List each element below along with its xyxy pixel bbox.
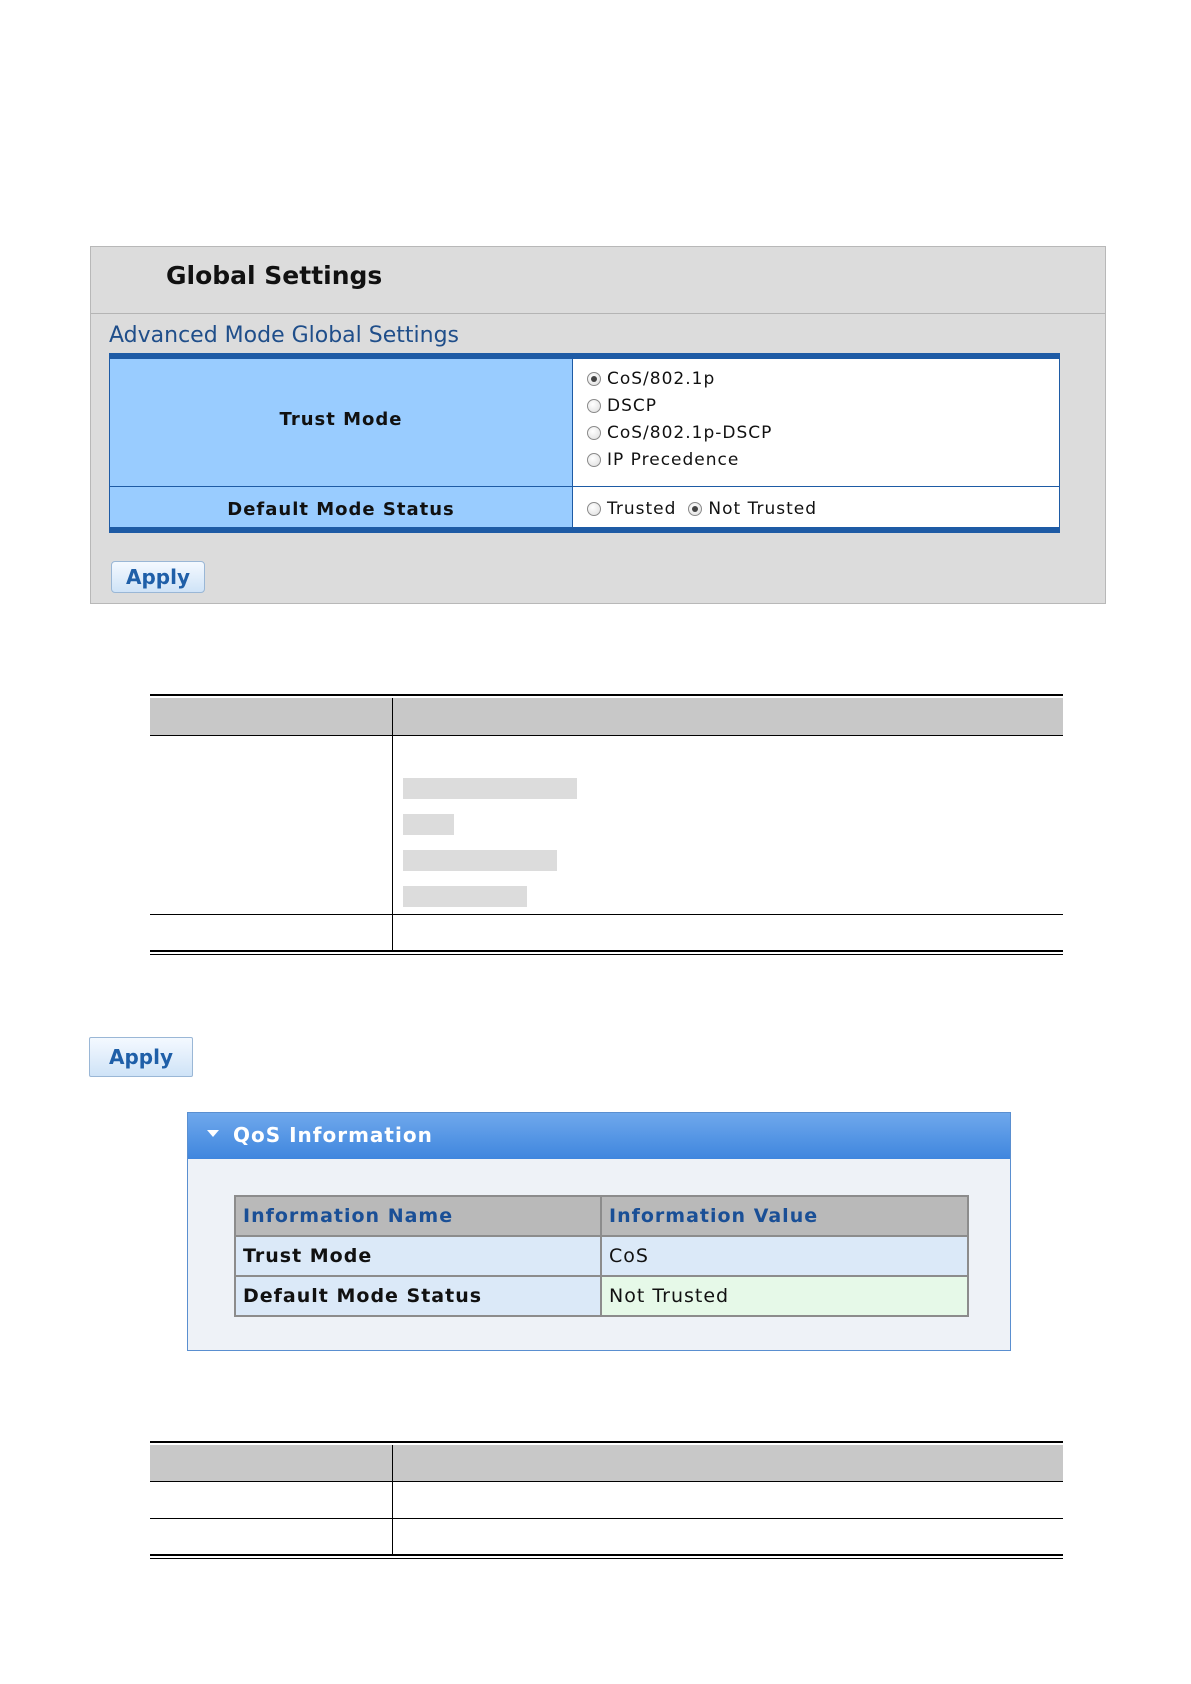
table-row [235,1236,968,1276]
qos-info-table [234,1195,969,1317]
table-header [150,1445,1063,1481]
radio-icon[interactable] [587,426,601,440]
divider [91,313,1105,314]
radio-icon[interactable] [587,453,601,467]
table-rule [150,1554,1063,1556]
panel-header[interactable] [188,1113,1010,1159]
panel-title: QoS Information [233,1123,433,1147]
option-label-not-trusted: Not Trusted [708,499,818,520]
table-row [235,1276,968,1316]
option-label: CoS/802.1p-DSCP [607,423,773,444]
placeholder-bar [403,850,557,871]
trust-mode-option-cos-dscp[interactable] [573,420,1059,447]
trust-mode-options [573,354,1060,487]
panel-title: Global Settings [166,261,383,290]
settings-table [109,353,1060,533]
column-divider [392,1445,393,1555]
column-divider [392,698,393,950]
info-name-cell: Trust Mode [235,1236,601,1276]
option-label: CoS/802.1p [607,369,716,390]
radio-trusted-icon[interactable] [587,502,601,516]
trust-mode-option-cos[interactable] [573,366,1059,393]
option-label: DSCP [607,396,658,417]
placeholder-bar [403,886,527,907]
table-rule [150,735,1063,736]
table-rule [150,1558,1063,1559]
radio-not-trusted-icon[interactable] [688,502,702,516]
table-rule [150,954,1063,955]
table-rule [150,694,1063,696]
table-rule [150,1441,1063,1443]
radio-icon[interactable] [587,399,601,413]
default-mode-status-label: Default Mode Status [110,486,573,532]
option-label-trusted: Trusted [607,499,677,520]
trust-mode-option-dscp[interactable] [573,393,1059,420]
trust-mode-option-ip-precedence[interactable] [573,447,1059,474]
table-rule [150,1481,1063,1482]
option-label: IP Precedence [607,450,740,471]
apply-button-2[interactable]: Apply [89,1037,193,1077]
table-rule [150,914,1063,915]
info-value-cell: CoS [601,1236,968,1276]
table-rule [150,1518,1063,1519]
placeholder-bar [403,814,454,835]
column-header: Information Value [601,1196,968,1236]
trust-mode-label: Trust Mode [110,354,573,487]
radio-selected-icon[interactable] [587,372,601,386]
table-top-bar [109,353,1060,359]
placeholder-bar [403,778,577,799]
description-table-2 [150,1441,1063,1561]
table-rule [150,950,1063,952]
section-subtitle: Advanced Mode Global Settings [109,323,460,348]
default-mode-status-options [573,486,1060,532]
column-header: Information Name [235,1196,601,1236]
caret-down-icon[interactable] [207,1130,219,1137]
table-header-row [235,1196,968,1236]
info-value-cell: Not Trusted [601,1276,968,1316]
table-bottom-bar [109,527,1060,533]
apply-button[interactable]: Apply [111,561,205,593]
table-header [150,698,1063,735]
description-table-1 [150,694,1063,956]
qos-information-panel [187,1112,1011,1351]
info-name-cell: Default Mode Status [235,1276,601,1316]
global-settings-panel [90,246,1106,604]
